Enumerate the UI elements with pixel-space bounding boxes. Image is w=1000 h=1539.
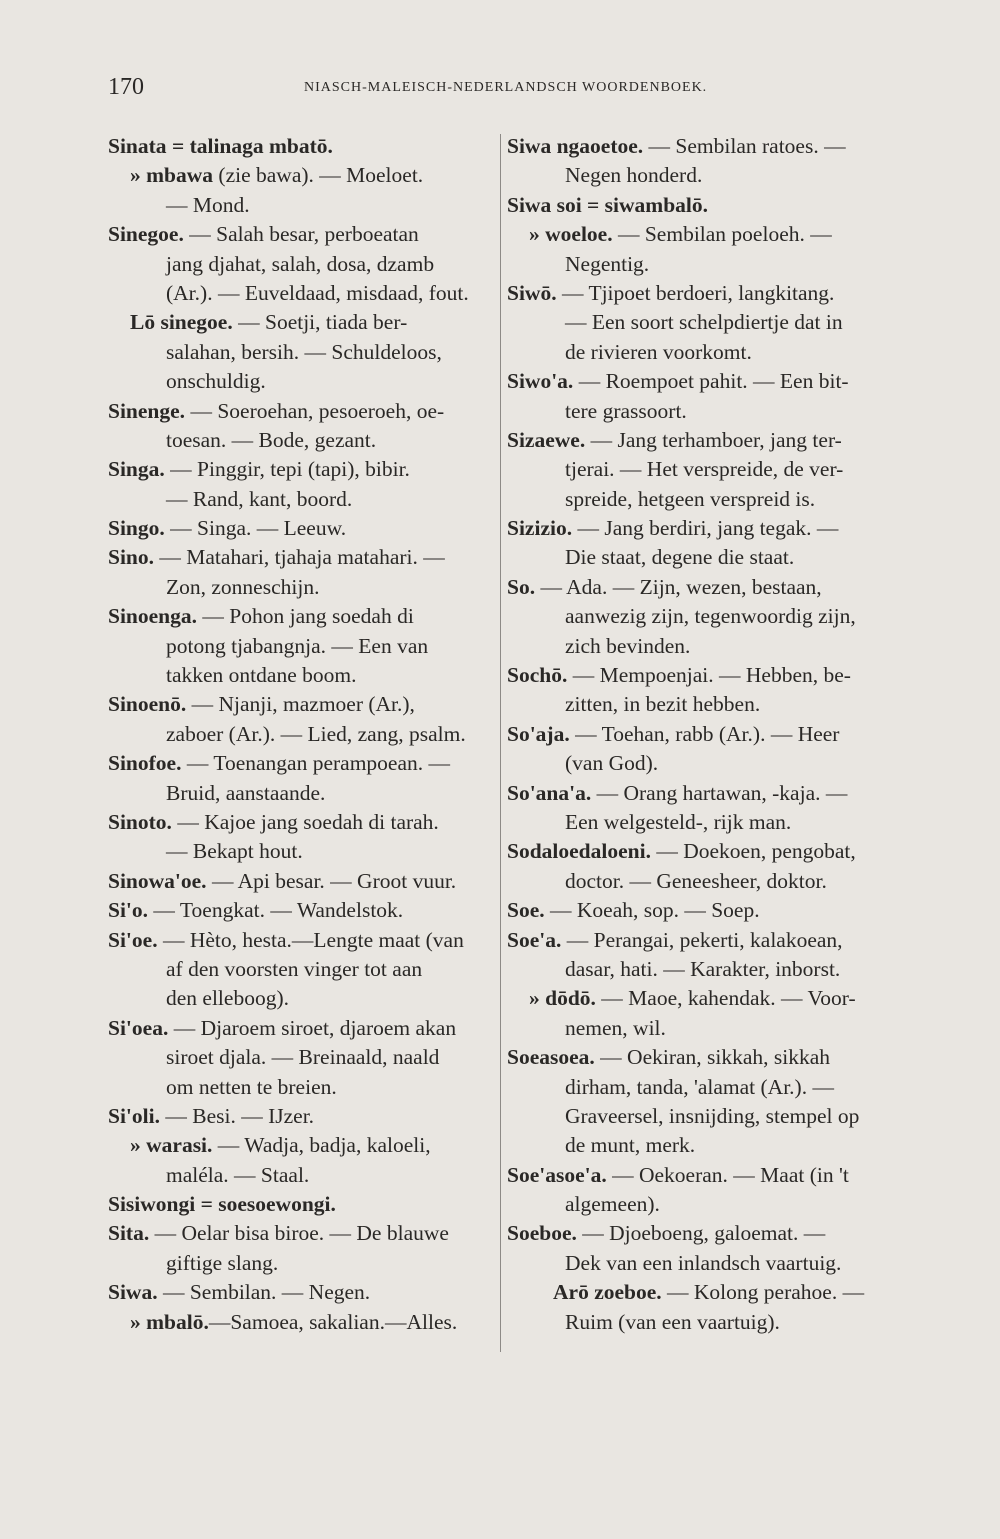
dictionary-entry-line — [108, 1190, 496, 1219]
right-column — [507, 132, 902, 1337]
headword: Sinoenō. — [108, 692, 187, 717]
entry-continuation-line — [507, 308, 902, 337]
dictionary-entry-line — [108, 455, 496, 484]
dictionary-entry-line — [108, 896, 496, 925]
entry-continuation-line — [108, 837, 496, 866]
definition-text: — Salah besar, perboeatan — [183, 222, 419, 247]
headword: Sizizio. — [507, 516, 573, 541]
definition-text: — Een soort schelpdiertje dat in — [565, 310, 843, 335]
definition-text: algemeen). — [565, 1192, 660, 1217]
definition-text: de munt, merk. — [565, 1133, 696, 1158]
entry-continuation-line — [507, 1131, 902, 1160]
definition-text: — Mond. — [166, 192, 250, 217]
headword: Singa. — [108, 457, 165, 482]
definition-text: — Sembilan poeloeh. — — [612, 222, 832, 247]
definition-text: (van God). — [565, 751, 659, 776]
dictionary-entry-line — [507, 514, 902, 543]
dictionary-entry-line — [507, 984, 902, 1013]
dictionary-entry-line — [507, 426, 902, 455]
entry-continuation-line — [507, 485, 902, 514]
dictionary-entry-line — [108, 1278, 496, 1307]
definition-text: de rivieren voorkomt. — [565, 339, 752, 364]
definition-text: — Bekapt hout. — [166, 839, 303, 864]
dictionary-entry-line — [108, 543, 496, 572]
definition-text: den elleboog). — [166, 986, 289, 1011]
dictionary-entry-line — [507, 1278, 902, 1307]
definition-text: — Jang terhamboer, jang ter- — [585, 427, 842, 452]
headword: Soe. — [507, 898, 545, 923]
definition-text: — Besi. — IJzer. — [159, 1103, 315, 1128]
entry-continuation-line — [108, 779, 496, 808]
headword: Siwa ngaoetoe. — [507, 134, 644, 158]
definition-text: — Toengkat. — Wandelstok. — [148, 898, 404, 923]
dictionary-entry-line — [507, 573, 902, 602]
dictionary-entry-line — [507, 661, 902, 690]
running-title: NIASCH-MALEISCH-NEDERLANDSCH WOORDENBOEK. — [304, 80, 708, 95]
definition-text: maléla. — Staal. — [166, 1162, 310, 1187]
definition-text: — Toenangan perampoean. — — [181, 751, 451, 776]
definition-text: — Singa. — Leeuw. — [164, 516, 347, 541]
definition-text: — Njanji, mazmoer (Ar.), — [186, 692, 415, 717]
definition-text: — Sembilan. — Negen. — [157, 1280, 371, 1305]
entry-continuation-line — [108, 485, 496, 514]
entry-continuation-line — [507, 1190, 902, 1219]
definition-text: Graveersel, insnijding, stempel op — [565, 1103, 860, 1128]
definition-text: (Ar.). — Euveldaad, misdaad, fout. — [166, 280, 469, 305]
entry-continuation-line — [108, 984, 496, 1013]
page-number: 170 — [108, 74, 144, 100]
entry-continuation-line — [507, 690, 902, 719]
definition-text: giftige slang. — [166, 1250, 279, 1275]
definition-text: aanwezig zijn, tegenwoordig zijn, — [565, 604, 856, 629]
definition-text: = soesoewongi. — [195, 1192, 336, 1217]
entry-continuation-line — [507, 632, 902, 661]
definition-text: siroet djala. — Breinaald, naald — [166, 1045, 440, 1070]
headword: Siwo'a. — [507, 369, 574, 394]
definition-text: — Soetji, tiada ber- — [232, 310, 408, 335]
dictionary-entry-line — [507, 132, 902, 161]
headword: Sochō. — [507, 663, 568, 688]
definition-text: — Oekiran, sikkah, sikkah — [594, 1045, 831, 1070]
entry-continuation-line — [507, 1308, 902, 1337]
headword: Sino. — [108, 545, 155, 570]
definition-text: — Ada. — Zijn, wezen, bestaan, — [535, 574, 822, 599]
definition-text: — Orang hartawan, -kaja. — — [591, 780, 848, 805]
dictionary-entry-line — [507, 896, 902, 925]
definition-text: — Doekoen, pengobat, — [650, 839, 856, 864]
definition-text: — Wadja, badja, kaloeli, — [212, 1133, 431, 1158]
dictionary-entry-line — [108, 602, 496, 631]
entry-continuation-line — [507, 749, 902, 778]
definition-text: — Koeah, sop. — Soep. — [544, 898, 760, 923]
dictionary-entry-line — [108, 867, 496, 896]
definition-text: — Kajoe jang soedah di tarah. — [171, 809, 439, 834]
entry-continuation-line — [507, 250, 902, 279]
definition-text: zaboer (Ar.). — Lied, zang, psalm. — [166, 721, 466, 746]
definition-text: — Soeroehan, pesoeroeh, oe- — [185, 398, 445, 423]
definition-text: — Roempoet pahit. — Een bit- — [573, 369, 849, 394]
definition-text: — Rand, kant, boord. — [166, 486, 353, 511]
definition-text: zitten, in bezit hebben. — [565, 692, 761, 717]
headword: So'ana'a. — [507, 780, 592, 805]
headword: Soeasoea. — [507, 1045, 595, 1070]
entry-continuation-line — [507, 602, 902, 631]
headword: Siwa. — [108, 1280, 158, 1305]
definition-text: (zie bawa). — Moeloet. — [213, 163, 424, 188]
definition-text: — Pohon jang soedah di — [197, 604, 414, 629]
dictionary-entry-line — [108, 397, 496, 426]
headword: Sita. — [108, 1221, 150, 1246]
headword: » dōdō. — [529, 986, 596, 1011]
entry-continuation-line — [507, 808, 902, 837]
definition-text: = talinaga mbatō. — [166, 134, 333, 158]
definition-text: Ruim (van een vaartuig). — [565, 1309, 780, 1334]
headword: Sinoto. — [108, 809, 172, 834]
definition-text: — Tjipoet berdoeri, langkitang. — [556, 280, 835, 305]
dictionary-entry-line — [507, 837, 902, 866]
headword: Sisiwongi — [108, 1192, 196, 1217]
dictionary-entry-line — [507, 779, 902, 808]
definition-text: — Perangai, pekerti, kalakoean, — [561, 927, 843, 952]
dictionary-entry-line — [108, 1102, 496, 1131]
dictionary-entry-line — [507, 279, 902, 308]
entry-continuation-line — [108, 720, 496, 749]
definition-text: salahan, bersih. — Schuldeloos, — [166, 339, 442, 364]
dictionary-entry-line — [108, 220, 496, 249]
entry-continuation-line — [108, 367, 496, 396]
entry-continuation-line — [108, 661, 496, 690]
entry-continuation-line — [507, 1102, 902, 1131]
dictionary-entry-line — [108, 514, 496, 543]
definition-text: toesan. — Bode, gezant. — [166, 427, 377, 452]
entry-continuation-line — [507, 397, 902, 426]
headword: Arō zoeboe. — [553, 1280, 662, 1305]
definition-text: —Samoea, sakalian.—Alles. — [208, 1309, 458, 1334]
headword: Sinofoe. — [108, 751, 182, 776]
definition-text: — Oelar bisa biroe. — De blauwe — [149, 1221, 449, 1246]
entry-continuation-line — [108, 338, 496, 367]
headword: » woeloe. — [529, 222, 613, 247]
definition-text: Zon, zonneschijn. — [166, 574, 320, 599]
dictionary-entry-line — [507, 220, 902, 249]
headword: Singo. — [108, 516, 165, 541]
definition-text: Negen honderd. — [565, 163, 703, 188]
dictionary-entry-line — [507, 926, 902, 955]
definition-text: onschuldig. — [166, 369, 266, 394]
dictionary-entry-line — [108, 926, 496, 955]
entry-continuation-line — [507, 1014, 902, 1043]
definition-text: — Oekoeran. — Maat (in 't — [606, 1162, 849, 1187]
definition-text: — Pinggir, tepi (tapi), bibir. — [164, 457, 410, 482]
dictionary-entry-line — [507, 191, 902, 220]
dictionary-entry-line — [108, 132, 496, 161]
dictionary-entry-line — [108, 1131, 496, 1160]
dictionary-entry-line — [108, 1219, 496, 1248]
headword: Si'oli. — [108, 1103, 160, 1128]
definition-text: jang djahat, salah, dosa, dzamb — [166, 251, 435, 276]
definition-text: dirham, tanda, 'alamat (Ar.). — — [565, 1074, 834, 1099]
dictionary-entry-line — [507, 1219, 902, 1248]
headword: Si'oea. — [108, 1015, 169, 1040]
definition-text: af den voorsten vinger tot aan — [166, 956, 423, 981]
column-divider — [500, 134, 501, 1352]
entry-continuation-line — [507, 543, 902, 572]
headword: » warasi. — [130, 1133, 213, 1158]
entry-continuation-line — [108, 1161, 496, 1190]
definition-text: Bruid, aanstaande. — [166, 780, 326, 805]
definition-text: Negentig. — [565, 251, 650, 276]
entry-continuation-line — [108, 1043, 496, 1072]
dictionary-entry-line — [507, 1161, 902, 1190]
dictionary-entry-line — [108, 308, 496, 337]
definition-text: takken ontdane boom. — [166, 663, 357, 688]
dictionary-entry-line — [108, 808, 496, 837]
entry-continuation-line — [507, 1073, 902, 1102]
definition-text: Een welgesteld-, rijk man. — [565, 809, 792, 834]
definition-text: — Hèto, hesta.—Lengte maat (van — [157, 927, 464, 952]
headword: » mbawa — [130, 163, 214, 188]
entry-continuation-line — [507, 455, 902, 484]
definition-text: potong tjabangnja. — Een van — [166, 633, 429, 658]
entry-continuation-line — [108, 955, 496, 984]
dictionary-entry-line — [507, 720, 902, 749]
headword: Sizaewe. — [507, 427, 586, 452]
dictionary-entry-line — [108, 690, 496, 719]
dictionary-entry-line — [108, 161, 496, 190]
entry-continuation-line — [507, 338, 902, 367]
entry-continuation-line — [108, 191, 496, 220]
headword: Soeboe. — [507, 1221, 577, 1246]
definition-text: doctor. — Geneesheer, doktor. — [565, 868, 827, 893]
entry-continuation-line — [108, 632, 496, 661]
dictionary-entry-line — [507, 1043, 902, 1072]
entry-continuation-line — [507, 955, 902, 984]
headword: Si'o. — [108, 898, 149, 923]
definition-text: spreide, hetgeen verspreid is. — [565, 486, 816, 511]
left-column — [108, 132, 496, 1337]
definition-text: — Kolong perahoe. — — [661, 1280, 865, 1305]
definition-text: dasar, hati. — Karakter, inborst. — [565, 956, 841, 981]
definition-text: tjerai. — Het verspreide, de ver- — [565, 457, 844, 482]
definition-text: — Djaroem siroet, djaroem akan — [168, 1015, 457, 1040]
definition-text: — Api besar. — Groot vuur. — [206, 868, 457, 893]
entry-continuation-line — [507, 1249, 902, 1278]
headword: » mbalō. — [130, 1309, 209, 1334]
definition-text: — Mempoenjai. — Hebben, be- — [567, 663, 851, 688]
headword: Soe'a. — [507, 927, 562, 952]
entry-continuation-line — [507, 161, 902, 190]
definition-text: — Maoe, kahendak. — Voor- — [595, 986, 856, 1011]
definition-text: — Sembilan ratoes. — — [643, 134, 846, 158]
dictionary-entry-line — [108, 1308, 496, 1337]
page-header — [108, 74, 908, 108]
headword: Siwa soi = siwambalō. — [507, 192, 709, 217]
definition-text: nemen, wil. — [565, 1015, 666, 1040]
entry-continuation-line — [108, 573, 496, 602]
headword: Sinegoe. — [108, 222, 184, 247]
definition-text: tere grassoort. — [565, 398, 687, 423]
definition-text: — Toehan, rabb (Ar.). — Heer — [569, 721, 840, 746]
entry-continuation-line — [108, 1073, 496, 1102]
headword: Sinoenga. — [108, 604, 198, 629]
dictionary-entry-line — [108, 1014, 496, 1043]
headword: Soe'asoe'a. — [507, 1162, 607, 1187]
dictionary-entry-line — [108, 749, 496, 778]
headword: Sinowa'oe. — [108, 868, 207, 893]
entry-continuation-line — [108, 250, 496, 279]
headword: So'aja. — [507, 721, 570, 746]
headword: Sinata — [108, 134, 167, 158]
headword: Si'oe. — [108, 927, 158, 952]
definition-text: — Matahari, tjahaja matahari. — — [154, 545, 445, 570]
definition-text: zich bevinden. — [565, 633, 691, 658]
entry-continuation-line — [108, 279, 496, 308]
entry-continuation-line — [108, 426, 496, 455]
definition-text: Die staat, degene die staat. — [565, 545, 795, 570]
headword: Siwō. — [507, 280, 557, 305]
headword: Lō sinegoe. — [130, 310, 233, 335]
definition-text: — Djoeboeng, galoemat. — — [576, 1221, 826, 1246]
definition-text: Dek van een inlandsch vaartuig. — [565, 1250, 842, 1275]
definition-text: — Jang berdiri, jang tegak. — — [572, 516, 839, 541]
definition-text: om netten te breien. — [166, 1074, 337, 1099]
entry-continuation-line — [507, 867, 902, 896]
dictionary-entry-line — [507, 367, 902, 396]
headword: Sodaloedaloeni. — [507, 839, 651, 864]
entry-continuation-line — [108, 1249, 496, 1278]
headword: So. — [507, 574, 536, 599]
headword: Sinenge. — [108, 398, 186, 423]
